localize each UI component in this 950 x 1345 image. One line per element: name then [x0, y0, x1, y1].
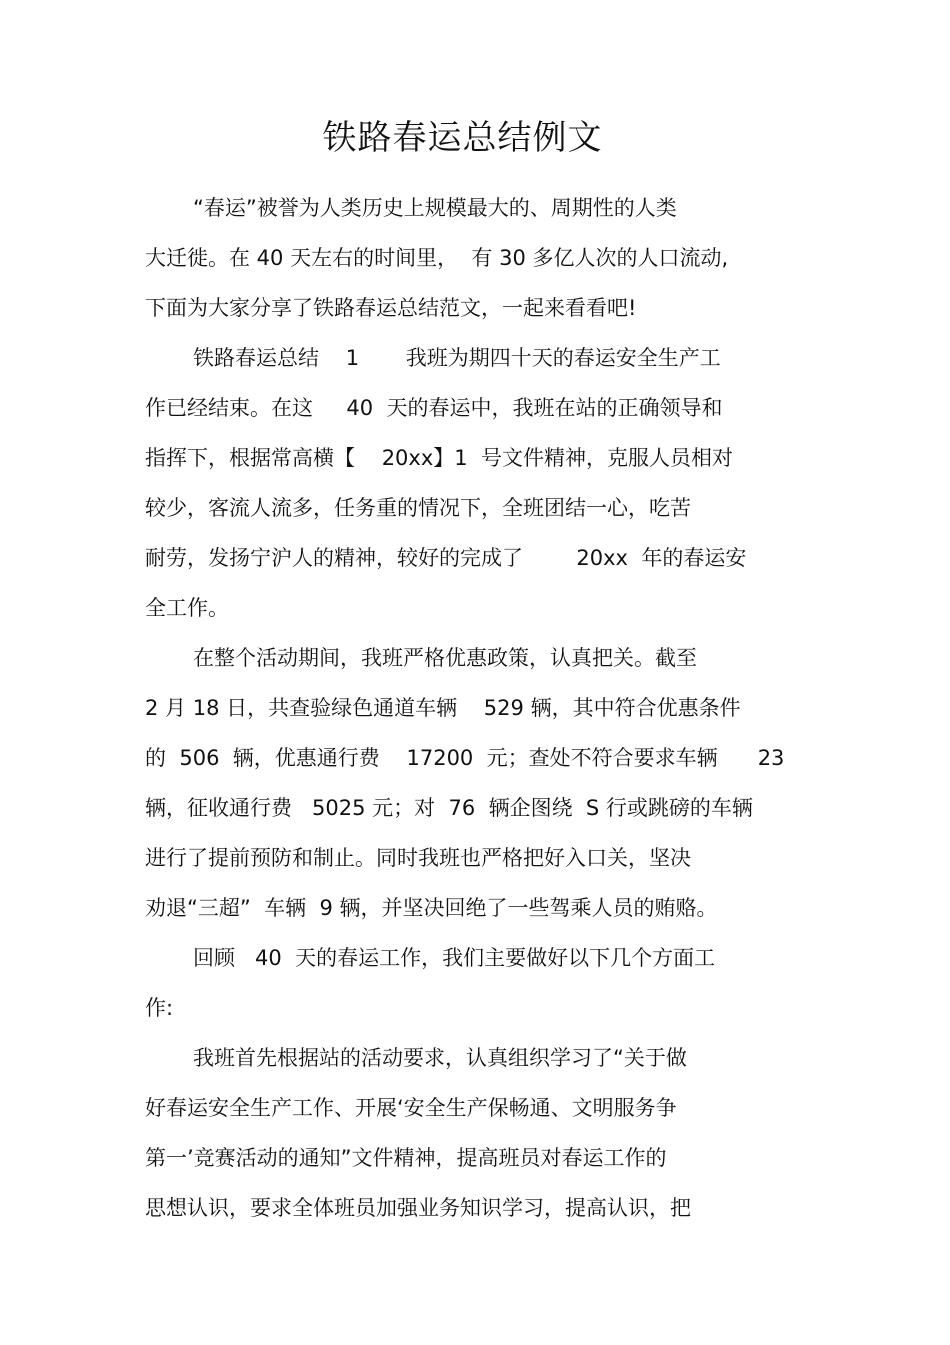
- document-title: 铁路春运总结例文: [322, 118, 603, 158]
- body-line: 铁路春运总结 1 我班为期四十天的春运安全生产工: [193, 346, 721, 370]
- body-line: 第一’竞赛活动的通知”文件精神，提高班员对春运工作的: [145, 1146, 667, 1170]
- body-line: 下面为大家分享了铁路春运总结范文，一起来看看吧!: [145, 296, 637, 320]
- body-line: 好春运安全生产工作、开展‘安全生产保畅通、文明服务争: [145, 1096, 677, 1120]
- body-line: 的 506 辆，优惠通行费 17200 元；查处不符合要求车辆 23: [145, 746, 785, 770]
- body-line: 全工作。: [145, 596, 229, 620]
- body-line: 思想认识，要求全体班员加强业务知识学习，提高认识，把: [145, 1196, 691, 1220]
- body-line: 指挥下，根据常高横【 20xx】1 号文件精神，克服人员相对: [145, 446, 733, 470]
- body-line: 回顾 40 天的春运工作，我们主要做好以下几个方面工: [193, 946, 716, 970]
- body-line: 较少，客流人流多，任务重的情况下，全班团结一心，吃苦: [145, 496, 691, 520]
- body-line: 进行了提前预防和制止。同时我班也严格把好入口关，坚决: [145, 846, 691, 870]
- body-line: 作:: [145, 996, 174, 1020]
- body-line: 耐劳，发扬宁沪人的精神，较好的完成了 20xx 年的春运安: [145, 546, 747, 570]
- body-line: “春运”被誉为人类历史上规模最大的、周期性的人类: [193, 196, 677, 220]
- body-line: 大迁徙。在 40 天左右的时间里， 有 30 多亿人次的人口流动,: [145, 246, 729, 270]
- body-line: 辆，征收通行费 5025 元；对 76 辆企图绕 S 行或跳磅的车辆: [145, 796, 753, 820]
- body-line: 作已经结束。在这 40 天的春运中，我班在站的正确领导和: [145, 396, 723, 420]
- body-line: 在整个活动期间，我班严格优惠政策，认真把关。截至: [193, 646, 697, 670]
- body-line: 劝退“三超” 车辆 9 辆，并坚决回绝了一些驾乘人员的贿赂。: [145, 896, 718, 920]
- body-line: 我班首先根据站的活动要求，认真组织学习了“关于做: [193, 1046, 687, 1070]
- body-line: 2 月 18 日，共查验绿色通道车辆 529 辆，其中符合优惠条件: [145, 696, 741, 720]
